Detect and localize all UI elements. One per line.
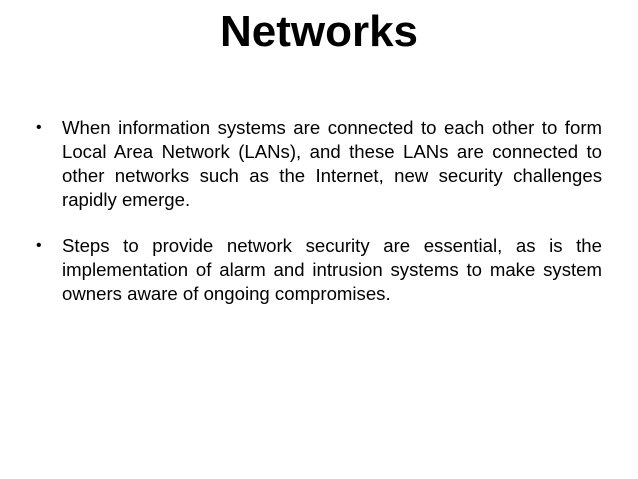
slide-title: Networks xyxy=(219,7,419,56)
bullet-dot-icon: • xyxy=(36,237,42,254)
bullet-text: Steps to provide network security are essential, as is the implementation of alarm and intrusion systems to make system owners aware of ongoing compromises. xyxy=(62,235,602,304)
bullet-dot-icon: • xyxy=(36,119,42,136)
bullet-list xyxy=(36,116,602,328)
bullet-text: When information systems are connected to each other to form Local Area Network (LANs), and these LANs are connected to other networks such as the Internet, new security challenges rapidly emerge. xyxy=(62,117,602,210)
bullet-item xyxy=(36,116,602,212)
bullet-item xyxy=(36,234,602,306)
